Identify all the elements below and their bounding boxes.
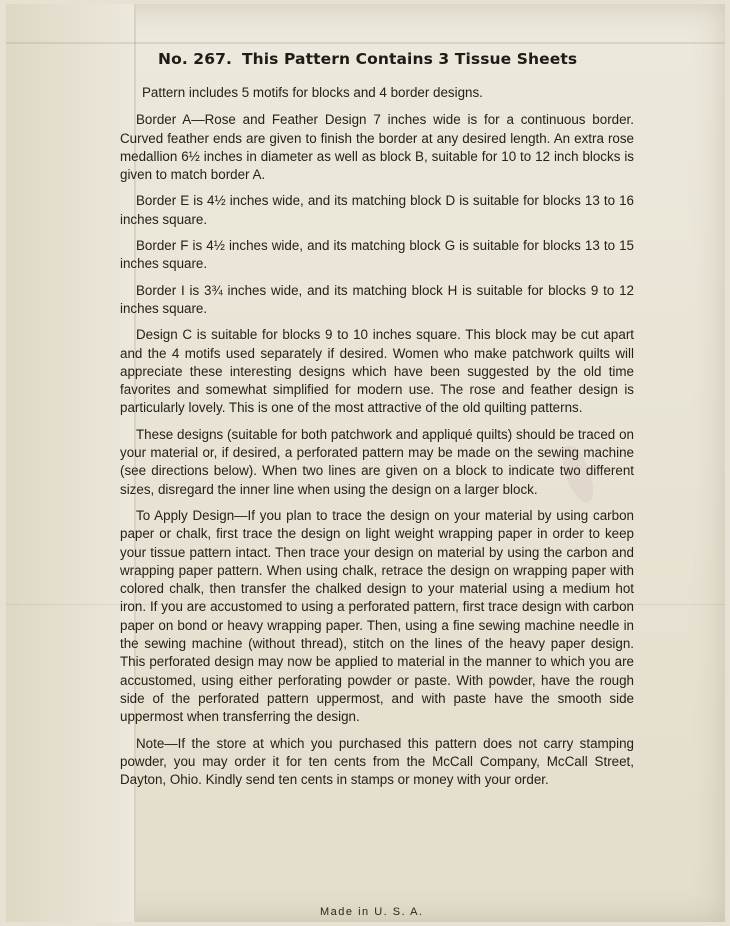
paragraph-border-i: Border I is 3¾ inches wide, and its matching block H is suitable for blocks 9 to 12 inches square.	[120, 282, 634, 316]
fold-line	[6, 42, 725, 44]
paragraph-border-e: Border E is 4½ inches wide, and its matching block D is suitable for blocks 13 to 16 inches square.	[120, 193, 634, 227]
page-title	[158, 50, 608, 68]
made-in-label: Made in U. S. A.	[320, 906, 424, 918]
pattern-number: No. 267.	[158, 50, 232, 68]
paragraph-intro: Pattern includes 5 motifs for blocks and 4 border designs.	[142, 85, 483, 100]
paragraph-tracing: These designs (suitable for both patchwork and appliqué quilts) should be traced on your material or, if desired, a perforated pattern may be made on the sewing machine (see directions below). When two lines are given on a block to indicate two different sizes, disregard the inner line when using the design on a larger block.	[120, 426, 634, 497]
paragraph-apply-design: To Apply Design—If you plan to trace the design on your material by using carbon paper or chalk, first trace the design on light weight wrapping paper in order to keep your tissue pattern intact. Then trace your design on material by using the carbon and wrapping paper pattern. When using chalk, retrace the design on wrapping paper with colored chalk, then transfer the chalked design to your material using a medium hot iron. If you are accustomed to using a perforated pattern, first trace design with carbon paper on bond or heavy wrapping paper. Then, using a fine sewing machine needle in the sewing machine (without thread), stitch on the lines of the heavy paper design. This perforated design may now be applied to material in the manner to which you are accustomed, using either perforating powder or paste. With powder, have the rough side of the perforated pattern uppermost, and with paste have the smooth side uppermost when transferring the design.	[120, 507, 634, 725]
instructions-body	[120, 84, 634, 797]
paragraph-note: Note—If the store at which you purchased this pattern does not carry stamping powder, you may order it for ten cents from the McCall Company, McCall Street, Dayton, Ohio. Kindly send ten cents in stamps or money with your order.	[120, 735, 634, 788]
envelope-side-panel	[6, 4, 136, 922]
paragraph-border-f: Border F is 4½ inches wide, and its matching block G is suitable for blocks 13 to 15 inches square.	[120, 238, 634, 272]
paragraph-design-c: Design C is suitable for blocks 9 to 10 inches square. This block may be cut apart and the 4 motifs used separately if desired. Women who make patchwork quilts will appreciate these interesting designs which have been suggested by the old time favorites and somewhat simplified for modern use. The rose and feather design is particularly lovely. This is one of the most attractive of the old quilting patterns.	[120, 327, 634, 416]
paragraph-border-a: Border A—Rose and Feather Design 7 inches wide is for a continuous border. Curved feather ends are given to finish the border at any desired length. An extra rose medallion 6½ inches in diameter as well as block B, suitable for 10 to 12 inch blocks is given to match border A.	[120, 112, 634, 183]
title-text: This Pattern Contains 3 Tissue Sheets	[241, 50, 578, 68]
